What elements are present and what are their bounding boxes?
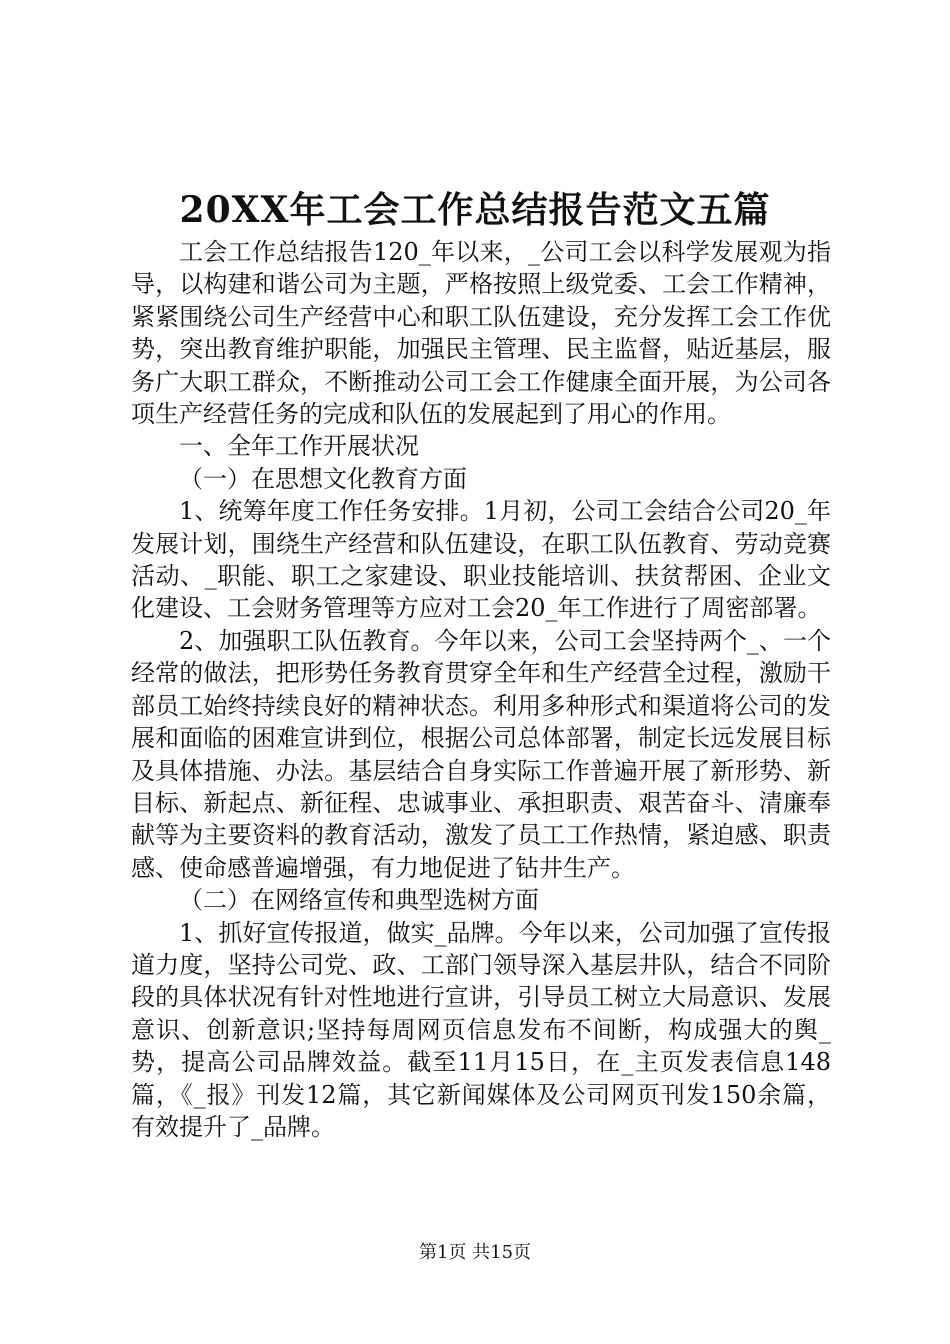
body-paragraph: 1、统筹年度工作任务安排。1月初，公司工会结合公司20_年发展计划，围绕生产经营和队伍建设，在职工队伍教育、劳动竞赛活动、_职能、职工之家建设、职业技能培训、扶贫帮困、企业文化建设、工会财务管理等方应对工会20_年工作进行了周密部署。 [131,497,831,623]
body-paragraph: 1、抓好宣传报道，做实_品牌。今年以来，公司加强了宣传报道力度，坚持公司党、政、工部门领导深入基层井队，结合不同阶段的具体状况有针对性地进行宣讲，引导员工树立大局意识、发展意识、创新意识;坚持每周网页信息发布不间断，构成强大的舆_势，提高公司品牌效益。截至11月15日，在_主页发表信息148篇，《_报》刊发12篇，其它新闻媒体及公司网页刊发150余篇，有效提升了_品牌。 [131,918,831,1141]
page-number-footer: 第1页 共15页 [418,1242,532,1263]
body-paragraph: 2、加强职工队伍教育。今年以来，公司工会坚持两个_、一个经常的做法，把形势任务教育贯穿全年和生产经营全过程，激励干部员工始终持续良好的精神状态。利用多种形式和渠道将公司的发展和面临的困难宣讲到位，根据公司总体部署，制定长远发展目标及具体措施、办法。基层结合自身实际工作普遍开展了新形势、新目标、新起点、新征程、忠诚事业、承担职责、艰苦奋斗、清廉奉献等为主要资料的教育活动，激发了员工工作热情，紧迫感、职责感、使命感普遍增强，有力地促进了钻井生产。 [131,626,831,882]
intro-paragraph: 工会工作总结报告120_年以来，_公司工会以科学发展观为指导，以构建和谐公司为主题，严格按照上级党委、工会工作精神，紧紧围绕公司生产经营中心和职工队伍建设，充分发挥工会工作优势，突出教育维护职能，加强民主管理、民主监督，贴近基层，服务广大职工群众，不断推动公司工会工作健康全面开展，为公司各项生产经营任务的完成和队伍的发展起到了用心的作用。 [131,238,831,429]
document-title: 20XX年工会工作总结报告范文五篇 [179,189,771,231]
subsection-heading: （二）在网络宣传和典型选树方面 [179,886,539,915]
document-body [131,236,831,1143]
section-heading: 一、全年工作开展状况 [179,432,419,461]
subsection-heading: （一）在思想文化教育方面 [179,464,467,493]
